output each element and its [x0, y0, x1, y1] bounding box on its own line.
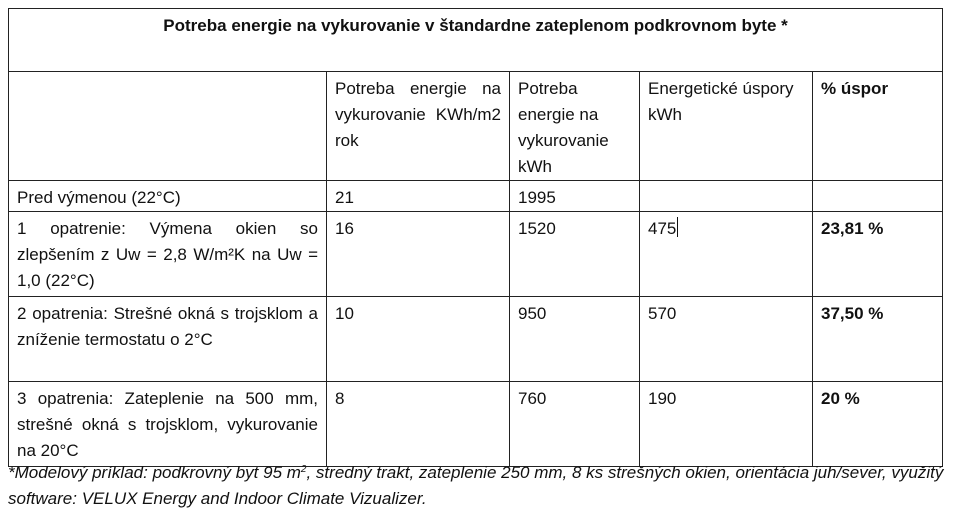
row-kwh: 760	[510, 382, 640, 467]
footnote-superscript: 2	[300, 464, 307, 475]
footnote-text-1: *Modelový príklad: podkrovný byt 95 m	[8, 463, 301, 482]
row-per-m2: 16	[327, 212, 510, 297]
header-cell-per-m2: Potreba energie na vykurovanie KWh/m2 rok	[327, 72, 510, 181]
row-label: 1 opatrenie: Výmena okien so zlepšením z Uw = 2,8 W/m²K na Uw = 1,0 (22°C)	[9, 212, 327, 297]
row-percent: 20 %	[813, 382, 943, 467]
row-per-m2: 21	[327, 181, 510, 212]
header-row	[9, 72, 943, 181]
row-per-m2: 10	[327, 297, 510, 382]
row-kwh: 950	[510, 297, 640, 382]
row-savings	[640, 181, 813, 212]
table-row	[9, 212, 943, 297]
title-row	[9, 9, 943, 72]
table-row	[9, 382, 943, 467]
row-percent: 37,50 %	[813, 297, 943, 382]
row-savings: 475	[648, 219, 677, 238]
row-savings: 570	[640, 297, 813, 382]
header-cell-savings: Energetické úspory kWh	[640, 72, 813, 181]
row-kwh: 1995	[510, 181, 640, 212]
row-label: 2 opatrenia: Strešné okná s trojsklom a zníženie termostatu o 2°C	[9, 297, 327, 382]
header-cell-kwh: Potreba energie na vykurovanie kWh	[510, 72, 640, 181]
footnote-text-2: , stredný trakt, zateplenie 250 mm, 8 ks strešných okien, orientácia juh/sever, využitý software: VELUX Energy and Indoor Climate Vizualizer.	[8, 463, 944, 508]
row-label: 3 opatrenia: Zateplenie na 500 mm, strešné okná s trojsklom, vykurovanie na 20°C	[9, 382, 327, 467]
energy-table-container	[8, 8, 942, 467]
header-cell-label	[9, 72, 327, 181]
energy-table	[8, 8, 943, 467]
footnote	[8, 460, 948, 512]
row-percent: 23,81 %	[813, 212, 943, 297]
header-cell-percent: % úspor	[813, 72, 943, 181]
row-per-m2: 8	[327, 382, 510, 467]
row-label: Pred výmenou (22°C)	[9, 181, 327, 212]
row-savings: 190	[640, 382, 813, 467]
table-row	[9, 297, 943, 382]
table-title: Potreba energie na vykurovanie v štandardne zateplenom podkrovnom byte *	[9, 9, 943, 72]
row-savings-cell[interactable]	[640, 212, 813, 297]
row-percent	[813, 181, 943, 212]
text-cursor	[677, 217, 678, 237]
table-row	[9, 181, 943, 212]
row-kwh: 1520	[510, 212, 640, 297]
